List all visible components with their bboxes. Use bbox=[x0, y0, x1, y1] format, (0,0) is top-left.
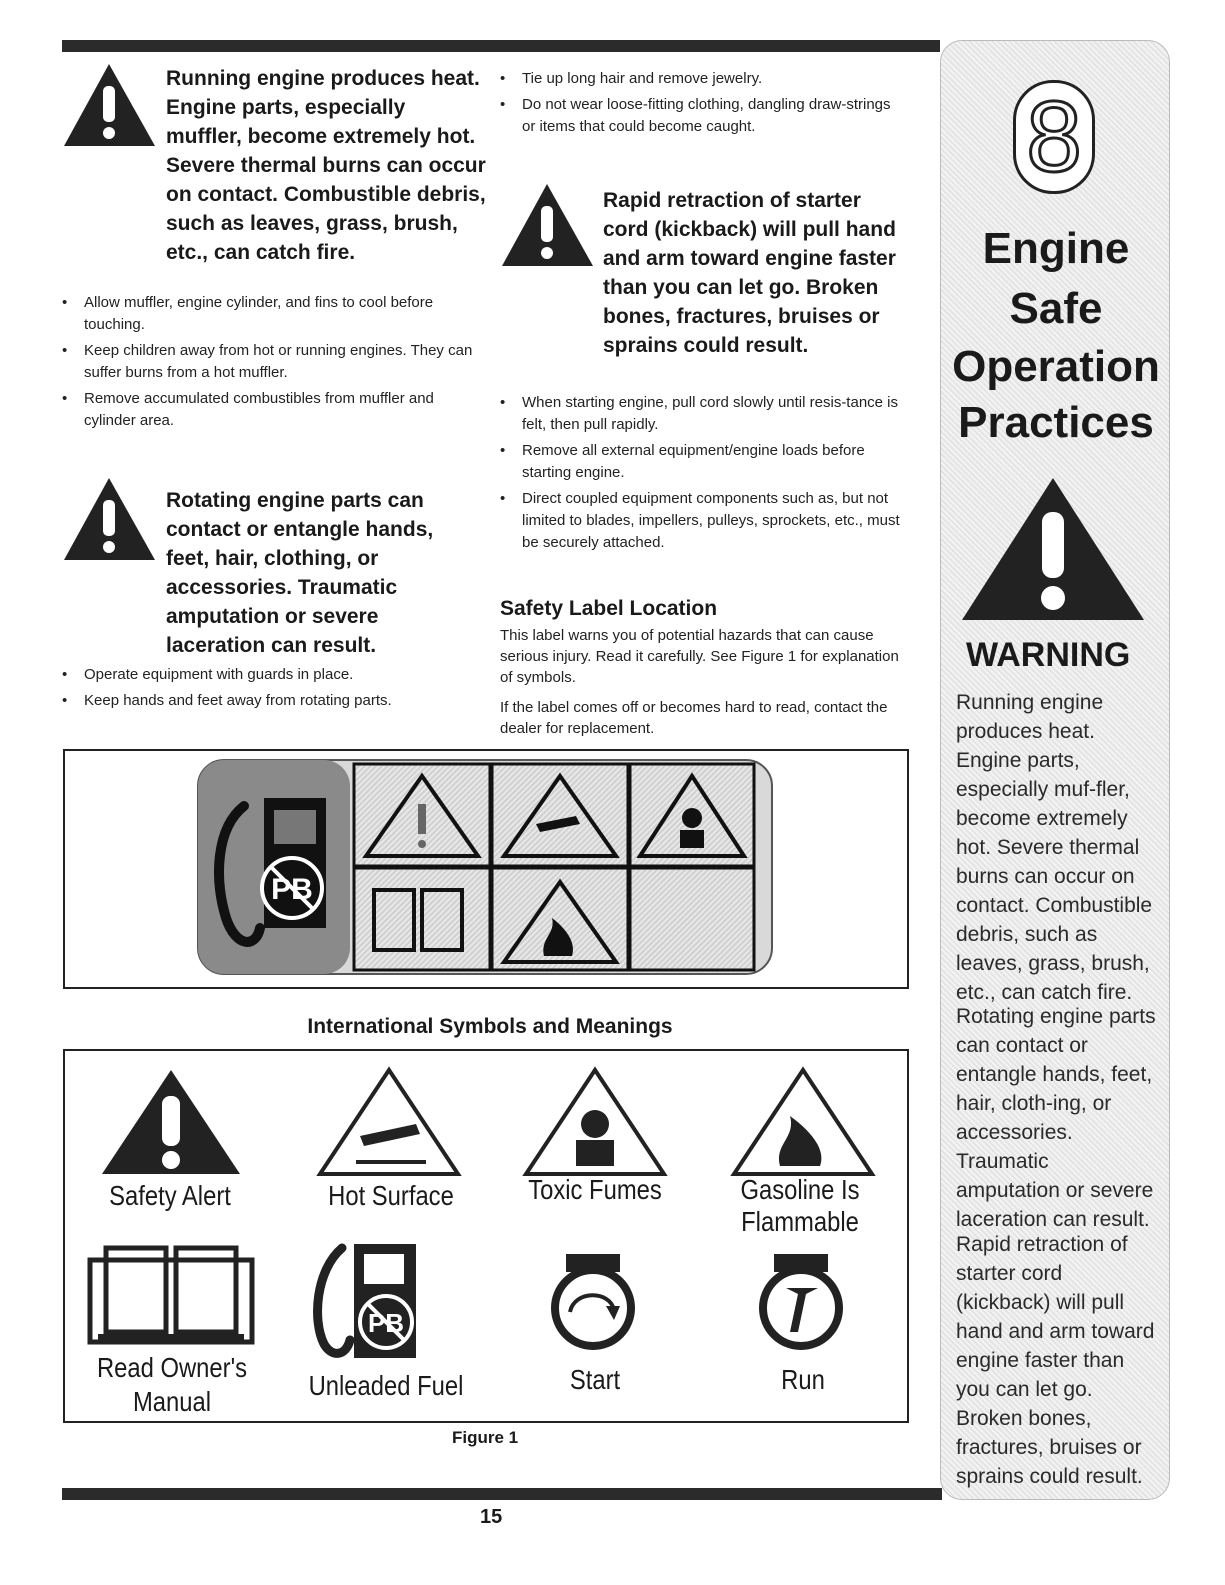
sidebar-title-line: Engine bbox=[982, 224, 1130, 273]
bottom-rule bbox=[62, 1488, 942, 1500]
start-icon bbox=[548, 1250, 638, 1350]
run-icon bbox=[756, 1250, 846, 1350]
book-icon bbox=[86, 1236, 256, 1346]
gasoline-label-line2: Flammable bbox=[741, 1206, 859, 1237]
chapter-number: 8 bbox=[1013, 80, 1095, 194]
sidebar-paragraph: Rotating engine parts can contact or entangle hands, feet, hair, cloth-ing, or accessories. Traumatic amputation or severe laceration can result. bbox=[956, 1005, 1156, 1231]
sidebar-title-line: Practices bbox=[958, 398, 1154, 447]
symbols-title: International Symbols and Meanings bbox=[307, 1015, 673, 1038]
list-item: • When starting engine, pull cord slowly until resis-tance is felt, then pull rapidly. bbox=[500, 392, 905, 436]
list-item: • Tie up long hair and remove jewelry. bbox=[500, 68, 900, 90]
list-item: • Keep children away from hot or running engines. They can suffer burns from a hot muffler. bbox=[62, 340, 482, 384]
toxic-fumes-label: Toxic Fumes bbox=[528, 1174, 662, 1205]
kickback-warning-text: Rapid retraction of starter cord (kickback) will pull hand and arm toward engine faster than you can let go. Broken bones, fractures, bruises or sprains could result. bbox=[603, 189, 896, 357]
page-number: 15 bbox=[480, 1506, 503, 1528]
hot-surface-label: Hot Surface bbox=[328, 1180, 454, 1211]
sidebar-warning-label: WARNING bbox=[966, 636, 1131, 674]
warning-triangle-icon bbox=[62, 62, 157, 148]
flammable-icon bbox=[730, 1066, 876, 1178]
warning-triangle-icon bbox=[62, 476, 157, 562]
start-label: Start bbox=[569, 1364, 621, 1395]
list-item: • Remove all external equipment/engine loads before starting engine. bbox=[500, 440, 905, 484]
fuel-pump-icon bbox=[306, 1240, 426, 1362]
list-item: • Do not wear loose-fitting clothing, dangling draw-strings or items that could become caught. bbox=[500, 94, 900, 138]
unleaded-fuel-label: Unleaded Fuel bbox=[308, 1370, 464, 1401]
read-manual-label-line2: Manual bbox=[132, 1386, 212, 1417]
fuel-badge-text: PB bbox=[271, 873, 313, 906]
gasoline-label-line1: Gasoline Is bbox=[740, 1174, 860, 1205]
heat-warning-text: Running engine produces heat. Engine parts, especially muffler, become extremely hot. Severe thermal burns can occur on contact. Combustible debris, such as leaves, grass, brush, etc., can catch fire. bbox=[166, 67, 486, 264]
rotating-bullet-list bbox=[62, 664, 482, 716]
fuel-badge-text: PB bbox=[367, 1308, 405, 1338]
warning-triangle-icon bbox=[958, 474, 1148, 624]
safety-alert-icon bbox=[98, 1066, 244, 1178]
sidebar-title-line: Safe bbox=[1009, 284, 1103, 333]
run-label: Run bbox=[781, 1364, 825, 1395]
list-item: • Remove accumulated combustibles from muffler and cylinder area. bbox=[62, 388, 482, 432]
sidebar-title-line: Operation bbox=[952, 342, 1160, 391]
hot-surface-icon bbox=[316, 1066, 462, 1178]
list-item: • Direct coupled equipment components such as, but not limited to blades, impellers, pulleys, sprockets, etc., must be securely attached. bbox=[500, 488, 905, 554]
sidebar-paragraph: Rapid retraction of starter cord (kickback) will pull hand and arm toward engine faster than you can let go. Broken bones, fractures, bruises or sprains could result. bbox=[956, 1233, 1155, 1488]
safety-label-image bbox=[196, 758, 774, 976]
apparel-bullet-list bbox=[500, 68, 900, 142]
read-manual-label-line1: Read Owner's bbox=[96, 1352, 248, 1383]
list-item: • Operate equipment with guards in place. bbox=[62, 664, 482, 686]
figure-caption: Figure 1 bbox=[452, 1428, 519, 1447]
list-item: • Allow muffler, engine cylinder, and fins to cool before touching. bbox=[62, 292, 482, 336]
list-item: • Keep hands and feet away from rotating parts. bbox=[62, 690, 482, 712]
rotating-warning-text: Rotating engine parts can contact or entangle hands, feet, hair, clothing, or accessories. Traumatic amputation or severe laceration can result. bbox=[166, 489, 434, 657]
label-location-paragraph: If the label comes off or becomes hard to read, contact the dealer for replacement. bbox=[500, 699, 888, 737]
label-location-paragraph: This label warns you of potential hazards that can cause serious injury. Read it carefully. See Figure 1 for explanation of symbols. bbox=[500, 627, 899, 686]
toxic-fumes-icon bbox=[522, 1066, 668, 1178]
sidebar-paragraph: Running engine produces heat. Engine parts, especially muf-fler, become extremely hot. Severe thermal burns can occur on contact. Combustible debris, such as leaves, grass, brush, etc., can catch fire. bbox=[956, 691, 1153, 1004]
section-title: Safety Label Location bbox=[500, 597, 718, 620]
safety-alert-label: Safety Alert bbox=[109, 1180, 231, 1211]
starting-bullet-list bbox=[500, 392, 905, 558]
top-rule bbox=[62, 40, 940, 52]
warning-triangle-icon bbox=[500, 182, 595, 268]
heat-bullet-list bbox=[62, 292, 482, 436]
